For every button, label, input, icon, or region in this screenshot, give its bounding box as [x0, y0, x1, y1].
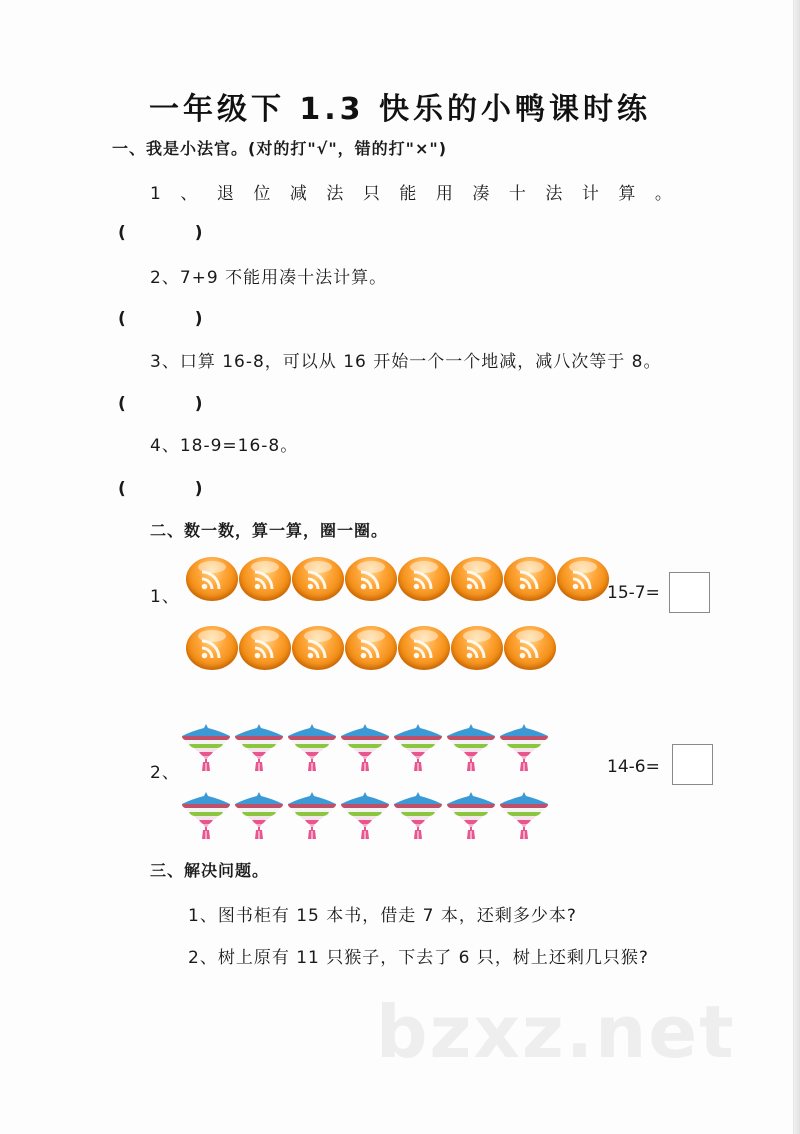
watermark: bzxz.net: [376, 990, 736, 1074]
lantern-icon: [498, 722, 550, 774]
answer-blank-1-4[interactable]: ( ): [118, 479, 229, 499]
question-1-1: 1、退位减法只能用凑十法计算。: [150, 184, 692, 204]
answer-blank-1-2[interactable]: ( ): [118, 309, 229, 329]
rss-orb-icon: [292, 557, 344, 601]
question-1-2: 2、7+9 不能用凑十法计算。: [150, 268, 388, 288]
page-title: 一年级下 1.3 快乐的小鸭课时练: [148, 92, 652, 127]
question-1-4: 4、18-9=16-8。: [150, 436, 299, 456]
lantern-icon: [286, 790, 338, 842]
lantern-icon: [180, 722, 232, 774]
rss-orb-icon: [186, 557, 238, 601]
rss-orb-icon: [345, 626, 397, 670]
answer-box-2-2[interactable]: [672, 744, 713, 785]
problem-2-1-label: 1、: [150, 587, 180, 607]
answer-blank-1-3[interactable]: ( ): [118, 394, 229, 414]
rss-orb-icon: [504, 626, 556, 670]
equation-2-1: 15-7=: [607, 583, 660, 603]
rss-orb-icon: [504, 557, 556, 601]
lantern-icon: [392, 790, 444, 842]
rss-orb-icon: [398, 557, 450, 601]
rss-orb-icon: [239, 626, 291, 670]
lantern-row-2: [180, 790, 551, 842]
equation-2-2: 14-6=: [607, 757, 660, 777]
page-edge: [793, 0, 800, 1134]
answer-blank-1-1[interactable]: ( ): [118, 223, 229, 243]
lantern-icon: [180, 790, 232, 842]
answer-box-2-1[interactable]: [669, 572, 710, 613]
lantern-icon: [445, 722, 497, 774]
section-2-heading: 二、数一数，算一算，圈一圈。: [150, 521, 389, 540]
word-problem-2: 2、树上原有 11 只猴子，下去了 6 只，树上还剩几只猴?: [188, 948, 649, 968]
lantern-icon: [498, 790, 550, 842]
rss-orb-icon: [451, 626, 503, 670]
rss-orb-icon: [186, 626, 238, 670]
word-problem-1: 1、图书柜有 15 本书，借走 7 本，还剩多少本?: [188, 906, 577, 926]
lantern-icon: [445, 790, 497, 842]
rss-orb-icon: [451, 557, 503, 601]
lantern-icon: [392, 722, 444, 774]
orb-row-2: [186, 626, 557, 670]
rss-orb-icon: [557, 557, 609, 601]
section-3-heading: 三、解决问题。: [150, 861, 270, 880]
rss-orb-icon: [345, 557, 397, 601]
lantern-icon: [286, 722, 338, 774]
orb-row-1: [186, 557, 610, 601]
problem-2-2-label: 2、: [150, 763, 180, 783]
lantern-row-1: [180, 722, 551, 774]
lantern-icon: [233, 790, 285, 842]
rss-orb-icon: [239, 557, 291, 601]
lantern-icon: [339, 722, 391, 774]
lantern-icon: [339, 790, 391, 842]
section-1-heading: 一、我是小法官。(对的打"√"，错的打"×"): [112, 139, 448, 158]
rss-orb-icon: [398, 626, 450, 670]
rss-orb-icon: [292, 626, 344, 670]
question-1-3: 3、口算 16-8，可以从 16 开始一个一个地减，减八次等于 8。: [150, 352, 662, 372]
lantern-icon: [233, 722, 285, 774]
